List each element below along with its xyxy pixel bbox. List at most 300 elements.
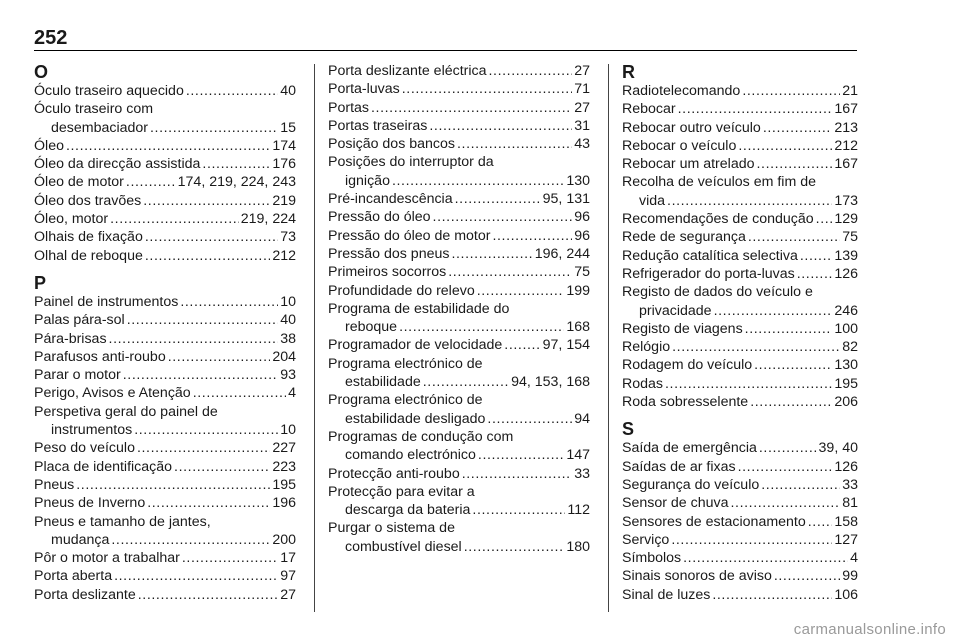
index-entry[interactable]	[34, 476, 296, 494]
dot-leader	[180, 293, 278, 311]
dot-leader	[712, 586, 832, 604]
index-entry[interactable]	[622, 137, 858, 155]
entry-page-numbers: 106	[834, 586, 858, 603]
dot-leader	[423, 373, 509, 391]
index-entry[interactable]	[328, 300, 590, 337]
index-entry[interactable]	[328, 282, 590, 300]
entry-term: Programa electrónico de	[328, 392, 483, 409]
dot-leader	[462, 465, 573, 483]
entry-page-numbers: 174	[272, 137, 296, 154]
dot-leader	[66, 137, 270, 155]
entry-term: instrumentos	[51, 422, 133, 439]
entry-term: estabilidade desligado	[345, 410, 486, 427]
entry-term: Rebocar	[622, 101, 676, 118]
entry-page-numbers: 206	[834, 394, 858, 411]
dot-leader	[429, 117, 572, 135]
dot-leader	[402, 80, 572, 98]
entry-page-numbers: 95, 131	[542, 191, 590, 208]
entry-page-numbers: 27	[574, 99, 590, 116]
entry-term: Pressão dos pneus	[328, 245, 450, 262]
entry-term: reboque	[345, 319, 398, 336]
entry-page-numbers: 212	[834, 137, 858, 154]
entry-page-numbers: 227	[272, 440, 296, 457]
dot-leader	[143, 192, 270, 210]
dot-leader	[464, 538, 565, 556]
entry-page-numbers: 10	[280, 422, 296, 439]
entry-page-numbers: 219, 224	[240, 211, 296, 228]
entry-page-numbers: 21	[842, 83, 858, 99]
entry-term: Rebocar um atrelado	[622, 156, 755, 173]
header-rule	[34, 50, 857, 51]
entry-page-numbers: 73	[280, 229, 296, 246]
entry-term: ignição	[345, 172, 390, 189]
entry-page-numbers: 38	[280, 330, 296, 347]
index-entry[interactable]	[622, 320, 858, 338]
dot-leader	[202, 155, 270, 173]
index-section	[622, 419, 858, 604]
index-entry[interactable]	[622, 494, 858, 512]
dot-leader	[671, 531, 832, 549]
entry-page-numbers: 31	[574, 117, 590, 134]
entry-page-numbers: 100	[834, 320, 858, 337]
dot-leader	[371, 99, 572, 117]
dot-leader	[750, 393, 832, 411]
entry-term: Registo de viagens	[622, 320, 743, 337]
dot-leader	[487, 410, 572, 428]
entry-page-numbers: 126	[834, 265, 858, 282]
entry-page-numbers: 196, 244	[534, 245, 590, 262]
entry-continuation	[328, 172, 590, 190]
entry-page-numbers: 204	[272, 348, 296, 365]
dot-leader	[186, 82, 278, 100]
dot-leader	[504, 336, 540, 354]
index-entry[interactable]	[328, 227, 590, 245]
entry-page-numbers: 173	[834, 192, 858, 209]
entry-page-numbers: 158	[834, 513, 858, 530]
entry-term: Pneus e tamanho de jantes,	[34, 513, 211, 530]
index-entry[interactable]	[328, 428, 590, 465]
dot-leader	[451, 245, 532, 263]
entry-page-numbers: 39, 40	[818, 440, 858, 457]
index-entry[interactable]	[328, 263, 590, 281]
dot-leader	[168, 348, 271, 366]
entry-continuation	[328, 501, 590, 519]
index-entry[interactable]	[622, 439, 858, 457]
index-section	[622, 62, 858, 411]
entry-term: Recolha de veículos em fim de	[622, 174, 816, 191]
entry-continuation	[622, 192, 858, 210]
dot-leader	[757, 155, 833, 173]
entry-term: Placa de identificação	[34, 458, 173, 475]
dot-leader	[800, 247, 832, 265]
entry-term: Perigo, Avisos e Atenção	[34, 385, 191, 402]
index-entry[interactable]	[34, 366, 296, 384]
entry-page-numbers: 219	[272, 192, 296, 209]
dot-leader	[683, 549, 848, 567]
entry-term: Pára-brisas	[34, 330, 107, 347]
entry-page-numbers: 82	[842, 339, 858, 356]
index-entry[interactable]	[328, 519, 590, 556]
index-entry[interactable]	[328, 336, 590, 354]
entry-term: Recomendações de condução	[622, 211, 814, 228]
column-divider	[314, 64, 315, 612]
section-letter: S	[622, 419, 635, 440]
dot-leader	[492, 227, 572, 245]
index-section	[34, 62, 296, 265]
entry-page-numbers: 4	[850, 550, 858, 567]
dot-leader	[457, 135, 572, 153]
dot-leader	[672, 338, 840, 356]
dot-leader	[114, 567, 278, 585]
entry-term: combustível diesel	[345, 538, 462, 555]
entry-page-numbers: 127	[834, 531, 858, 548]
index-entry[interactable]	[622, 119, 858, 137]
index-entry[interactable]	[622, 100, 858, 118]
entry-page-numbers: 33	[842, 476, 858, 493]
entry-term: Saídas de ar fixas	[622, 458, 736, 475]
entry-term: Porta-luvas	[328, 81, 400, 98]
entry-page-numbers: 40	[280, 312, 296, 329]
entry-term: Primeiros socorros	[328, 264, 447, 281]
index-entry[interactable]	[34, 567, 296, 585]
index-entry[interactable]	[34, 210, 296, 228]
dot-leader	[138, 586, 278, 604]
index-column-2	[328, 62, 590, 556]
entry-term: Painel de instrumentos	[34, 293, 179, 310]
entry-term: Posição dos bancos	[328, 136, 455, 153]
entry-page-numbers: 200	[272, 531, 296, 548]
dot-leader	[182, 549, 278, 567]
index-entry[interactable]	[622, 338, 858, 356]
entry-page-numbers: 130	[566, 172, 590, 189]
dot-leader	[730, 494, 840, 512]
dot-leader	[126, 173, 176, 191]
index-entry[interactable]	[34, 513, 296, 550]
entry-page-numbers: 27	[280, 586, 296, 603]
entry-term: Sensores de estacionamento	[622, 513, 806, 530]
entry-term: Relógio	[622, 339, 671, 356]
entry-page-numbers: 96	[574, 209, 590, 226]
index-entry[interactable]	[34, 82, 296, 100]
dot-leader	[145, 228, 278, 246]
dot-leader	[477, 282, 565, 300]
dot-leader	[738, 137, 832, 155]
entry-term: Programa de estabilidade do	[328, 300, 510, 317]
entry-term: Pressão do óleo de motor	[328, 227, 491, 244]
entry-page-numbers: 40	[280, 83, 296, 99]
dot-leader	[123, 366, 278, 384]
index-entry[interactable]	[328, 208, 590, 226]
entry-term: Posições do interruptor da	[328, 154, 494, 171]
entry-page-numbers: 223	[272, 458, 296, 475]
dot-leader	[748, 228, 840, 246]
entry-term: Registo de dados do veículo e	[622, 284, 813, 301]
entry-term: Redução catalítica selectiva	[622, 247, 798, 264]
page-number: 252	[34, 27, 68, 49]
entry-continuation	[328, 538, 590, 556]
index-entry[interactable]	[622, 393, 858, 411]
entry-page-numbers: 75	[842, 229, 858, 246]
dot-leader	[478, 446, 564, 464]
dot-leader	[797, 265, 833, 283]
index-entry[interactable]	[34, 293, 296, 311]
dot-leader	[738, 458, 833, 476]
entry-term: Porta deslizante eléctrica	[328, 63, 487, 79]
entry-term: Parafusos anti-roubo	[34, 348, 166, 365]
entry-term: Parar o motor	[34, 367, 121, 384]
entry-term: Rebocar o veículo	[622, 137, 737, 154]
entry-page-numbers: 129	[834, 211, 858, 228]
index-entry[interactable]	[328, 355, 590, 392]
entry-page-numbers: 195	[834, 375, 858, 392]
dot-leader	[665, 375, 832, 393]
entry-term: Refrigerador do porta-luvas	[622, 265, 795, 282]
entry-page-numbers: 97, 154	[542, 337, 590, 354]
index-entry[interactable]	[622, 356, 858, 374]
entry-term: Segurança do veículo	[622, 476, 760, 493]
index-entry[interactable]	[328, 465, 590, 483]
column-divider	[608, 64, 609, 612]
index-entry[interactable]	[622, 228, 858, 246]
entry-term: Programa electrónico de	[328, 355, 483, 372]
dot-leader	[761, 476, 840, 494]
entry-term: Olhal de reboque	[34, 247, 143, 264]
entry-page-numbers: 96	[574, 227, 590, 244]
entry-continuation	[34, 119, 296, 137]
entry-term: Roda sobresselente	[622, 394, 749, 411]
entry-term: vida	[639, 192, 666, 209]
index-entry[interactable]	[622, 375, 858, 393]
dot-leader	[109, 330, 279, 348]
entry-term: Perspetiva geral do painel de	[34, 403, 218, 420]
index-entry[interactable]	[34, 586, 296, 604]
index-entry[interactable]	[328, 117, 590, 135]
entry-continuation	[622, 302, 858, 320]
entry-continuation	[328, 446, 590, 464]
entry-term: Pressão do óleo	[328, 209, 431, 226]
entry-page-numbers: 199	[566, 282, 590, 299]
entry-term: Protecção anti-roubo	[328, 465, 460, 482]
entry-term: privacidade	[639, 302, 712, 319]
dot-leader	[111, 531, 270, 549]
entry-term: comando electrónico	[345, 447, 476, 464]
index-entry[interactable]	[622, 247, 858, 265]
dot-leader	[145, 247, 270, 265]
index-entry[interactable]	[34, 155, 296, 173]
entry-term: Profundidade do relevo	[328, 282, 475, 299]
index-entry[interactable]	[328, 483, 590, 520]
entry-continuation	[328, 410, 590, 428]
dot-leader	[489, 62, 573, 80]
entry-term: Óculo traseiro aquecido	[34, 83, 184, 99]
entry-term: Programador de velocidade	[328, 337, 503, 354]
index-entry[interactable]	[622, 458, 858, 476]
entry-term: Símbolos	[622, 550, 682, 567]
entry-term: Radiotelecomando	[622, 83, 741, 99]
entry-page-numbers: 27	[574, 63, 590, 79]
section-letter: R	[622, 62, 635, 82]
entry-page-numbers: 17	[280, 550, 296, 567]
entry-term: Rede de segurança	[622, 229, 746, 246]
watermark: carmanualsonline.info	[793, 621, 946, 638]
dot-leader	[76, 476, 270, 494]
entry-term: Rodagem do veículo	[622, 357, 753, 374]
dot-leader	[745, 320, 833, 338]
entry-term: Sinal de luzes	[622, 586, 711, 603]
dot-leader	[759, 439, 817, 457]
dot-leader	[808, 513, 833, 531]
entry-page-numbers: 213	[834, 119, 858, 136]
entry-term: Palas pára-sol	[34, 312, 125, 329]
dot-leader	[150, 119, 278, 137]
entry-continuation	[328, 373, 590, 391]
index-entry[interactable]	[328, 80, 590, 98]
entry-term: Óleo, motor	[34, 211, 109, 228]
index-entry[interactable]	[34, 494, 296, 512]
entry-page-numbers: 94	[574, 410, 590, 427]
dot-leader	[193, 384, 286, 402]
index-section	[34, 273, 296, 604]
index-entry[interactable]	[34, 439, 296, 457]
entry-page-numbers: 97	[280, 568, 296, 585]
dot-leader	[110, 210, 239, 228]
entry-term: Serviço	[622, 531, 670, 548]
dot-leader	[754, 356, 832, 374]
entry-term: Peso do veículo	[34, 440, 135, 457]
entry-page-numbers: 71	[574, 81, 590, 98]
dot-leader	[763, 119, 833, 137]
index-entry[interactable]	[622, 210, 858, 228]
dot-leader	[134, 421, 278, 439]
dot-leader	[774, 567, 840, 585]
entry-continuation	[34, 531, 296, 549]
entry-page-numbers: 167	[834, 101, 858, 118]
index-entry[interactable]	[34, 403, 296, 440]
index-entry[interactable]	[34, 384, 296, 402]
index-entry[interactable]	[328, 99, 590, 117]
entry-term: Sinais sonoros de aviso	[622, 568, 772, 585]
index-entry[interactable]	[622, 586, 858, 604]
entry-page-numbers: 4	[288, 385, 296, 402]
entry-term: Rodas	[622, 375, 664, 392]
entry-term: Óleo	[34, 137, 64, 154]
index-entry[interactable]	[622, 283, 858, 320]
index-entry[interactable]	[328, 391, 590, 428]
entry-page-numbers: 212	[272, 247, 296, 264]
dot-leader	[127, 311, 279, 329]
dot-leader	[392, 172, 564, 190]
index-entry[interactable]	[34, 247, 296, 265]
index-entry[interactable]	[328, 245, 590, 263]
entry-page-numbers: 10	[280, 293, 296, 310]
index-entry[interactable]	[328, 153, 590, 190]
index-entry[interactable]	[328, 135, 590, 153]
entry-page-numbers: 174, 219, 224, 243	[177, 174, 296, 191]
entry-term: Olhais de fixação	[34, 229, 143, 246]
section-letter: O	[34, 62, 49, 82]
index-entry[interactable]	[622, 173, 858, 210]
dot-leader	[455, 190, 541, 208]
index-entry[interactable]	[34, 549, 296, 567]
entry-term: estabilidade	[345, 374, 421, 391]
entry-term: Óleo dos travões	[34, 192, 142, 209]
dot-leader	[448, 263, 572, 281]
entry-term: Óleo da direcção assistida	[34, 156, 201, 173]
entry-term: Porta aberta	[34, 568, 113, 585]
index-entry[interactable]	[34, 311, 296, 329]
index-entry[interactable]	[622, 531, 858, 549]
index-column-1	[34, 62, 296, 604]
entry-term: Portas traseiras	[328, 117, 428, 134]
index-entry[interactable]	[34, 228, 296, 246]
index-entry[interactable]	[34, 173, 296, 191]
entry-page-numbers: 147	[566, 447, 590, 464]
index-entry[interactable]	[34, 330, 296, 348]
entry-term: Óculo traseiro com	[34, 101, 154, 118]
entry-page-numbers: 94, 153, 168	[511, 374, 590, 391]
dot-leader	[433, 208, 573, 226]
entry-page-numbers: 246	[834, 302, 858, 319]
index-column-3	[622, 62, 858, 604]
entry-page-numbers: 43	[574, 136, 590, 153]
index-entry[interactable]	[34, 348, 296, 366]
index-section	[328, 62, 590, 556]
index-entry[interactable]	[34, 137, 296, 155]
entry-page-numbers: 176	[272, 156, 296, 173]
entry-page-numbers: 126	[834, 458, 858, 475]
index-entry[interactable]	[34, 192, 296, 210]
index-entry[interactable]	[622, 513, 858, 531]
entry-page-numbers: 93	[280, 367, 296, 384]
entry-term: Pôr o motor a trabalhar	[34, 550, 180, 567]
dot-leader	[174, 458, 270, 476]
entry-term: Pneus de Inverno	[34, 495, 146, 512]
index-entry[interactable]	[622, 549, 858, 567]
index-entry[interactable]	[622, 155, 858, 173]
index-entry[interactable]	[34, 458, 296, 476]
index-entry[interactable]	[622, 265, 858, 283]
entry-continuation	[34, 421, 296, 439]
index-entry[interactable]	[328, 62, 590, 80]
dot-leader	[678, 100, 833, 118]
entry-page-numbers: 139	[834, 247, 858, 264]
index-entry[interactable]	[328, 190, 590, 208]
entry-page-numbers: 75	[574, 264, 590, 281]
dot-leader	[399, 318, 564, 336]
entry-term: Rebocar outro veículo	[622, 119, 761, 136]
index-entry[interactable]	[34, 100, 296, 137]
entry-term: mudança	[51, 531, 110, 548]
entry-term: Purgar o sistema de	[328, 520, 455, 537]
index-entry[interactable]	[622, 567, 858, 585]
entry-term: Saída de emergência	[622, 440, 757, 457]
entry-page-numbers: 81	[842, 495, 858, 512]
entry-term: Sensor de chuva	[622, 495, 729, 512]
entry-page-numbers: 167	[834, 156, 858, 173]
dot-leader	[816, 210, 833, 228]
entry-term: Porta deslizante	[34, 586, 136, 603]
entry-page-numbers: 180	[566, 538, 590, 555]
entry-page-numbers: 130	[834, 357, 858, 374]
entry-page-numbers: 195	[272, 476, 296, 493]
index-entry[interactable]	[622, 476, 858, 494]
entry-page-numbers: 196	[272, 495, 296, 512]
dot-leader	[472, 501, 565, 519]
entry-page-numbers: 33	[574, 465, 590, 482]
entry-page-numbers: 15	[280, 119, 296, 136]
dot-leader	[137, 439, 270, 457]
index-entry[interactable]	[622, 82, 858, 100]
